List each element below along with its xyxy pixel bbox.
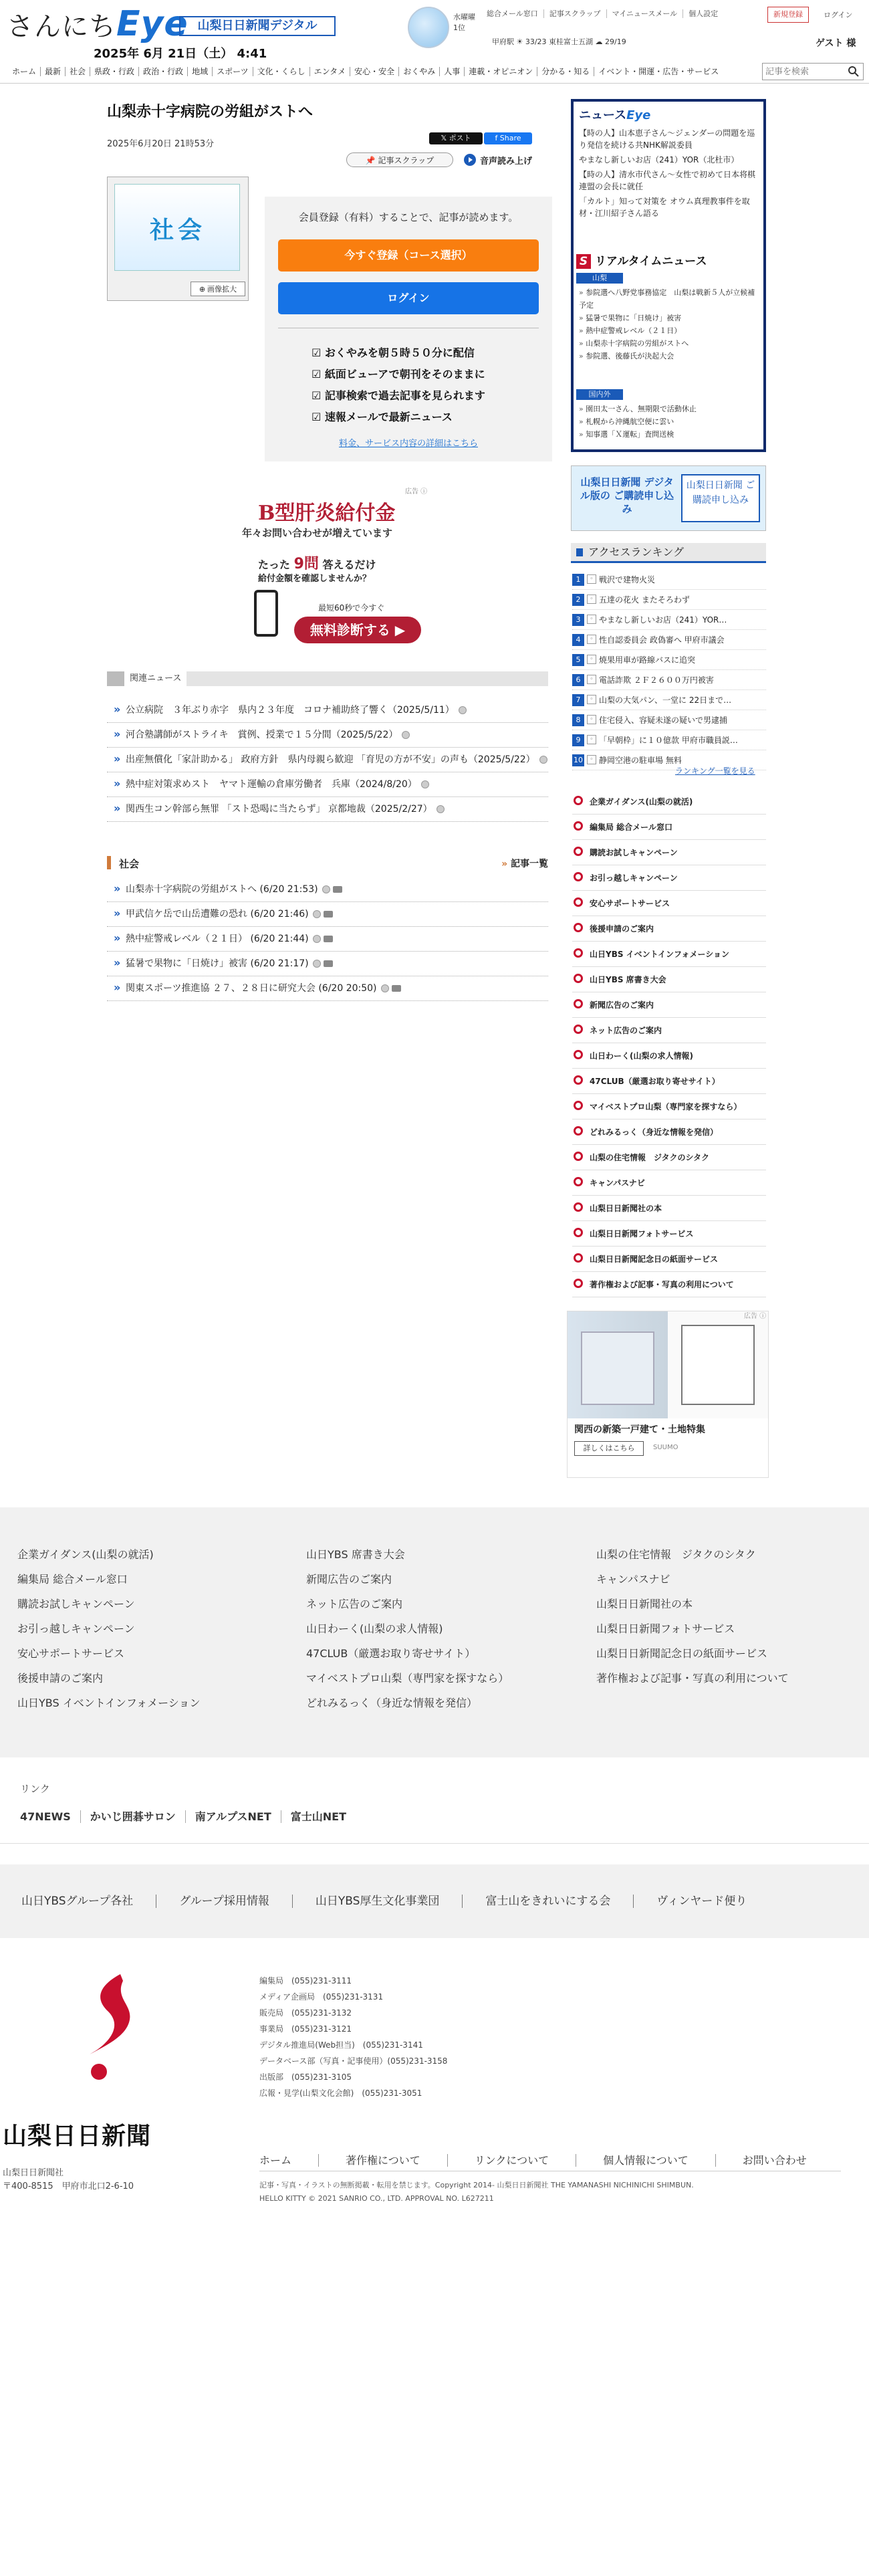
guest-label: ゲスト 様 [816, 38, 856, 49]
ranking-text: 住宅侵入、容疑未遂の疑いで男逮捕 [599, 716, 728, 725]
social-news-item[interactable] [107, 976, 548, 1001]
service-link[interactable]: 安心サポートサービス [572, 891, 766, 916]
rank-number: 8 [572, 714, 584, 726]
category-image-frame [114, 184, 240, 271]
marker-icon [322, 885, 330, 893]
footer-column [596, 1542, 789, 1691]
ranking-list [572, 570, 766, 770]
service-link[interactable]: 山梨の住宅情報 ジタクのシタク [572, 1145, 766, 1170]
group-link[interactable]: 山日YBSグループ各社 [21, 1895, 134, 1908]
social-news-item[interactable] [107, 927, 548, 952]
ad-house-brand: SUUMO [653, 1444, 678, 1451]
subscription-banner[interactable] [571, 465, 766, 531]
header-divider [0, 83, 869, 84]
related-news-item[interactable] [107, 748, 548, 772]
benefit-list [312, 342, 512, 428]
nav-item[interactable]: 地域 [188, 67, 213, 76]
group-link[interactable]: 山日YBS厚生文化事業団 [292, 1895, 463, 1908]
audio-read-button[interactable] [464, 152, 544, 167]
benefit-item: ☑ おくやみを朝５時５０分に配信 [312, 342, 512, 364]
service-link[interactable]: 新聞広告のご案内 [572, 992, 766, 1018]
camera-icon [392, 985, 401, 992]
rank-number: 4 [572, 634, 584, 646]
house-illustration [581, 1331, 654, 1405]
footer-link[interactable]: キャンパスナビ [596, 1573, 670, 1586]
floorplan-illustration [681, 1325, 755, 1405]
zoom-label: 画像拡大 [207, 285, 237, 294]
brand-name: 山梨日日新聞 [3, 2122, 152, 2150]
rank-number: 6 [572, 674, 584, 686]
footer-link[interactable]: 山梨の住宅情報 ジタクのシタク [596, 1548, 756, 1561]
service-link[interactable]: 著作権および記事・写真の利用について [572, 1272, 766, 1297]
related-marker-icon [421, 780, 429, 788]
util-link[interactable]: 記事スクラップ [544, 9, 607, 18]
local-news-item[interactable]: » 山梨赤十字病院の労組がストへ [579, 337, 761, 350]
ranking-more-link[interactable]: ランキング一覧を見る [675, 766, 755, 776]
related-news-text: 関西生コン幹部ら無罪 「スト恐喝に当たらず」 京都地裁（2025/2/27） [126, 804, 432, 815]
subscribe-button[interactable]: 今すぐ登録（コース選択） [278, 239, 539, 272]
footer-nav-link[interactable]: 個人情報について [576, 2154, 715, 2167]
footer-link[interactable]: 著作権および記事・写真の利用について [596, 1672, 789, 1685]
copyright-line: HELLO KITTY © 2021 SANRIO CO., LTD. APPROVAL NO. L627211 [259, 2194, 494, 2203]
brand-footer [0, 1938, 869, 2219]
ad-check: 給付金額を確認しませんか？ [258, 574, 372, 584]
header-date: 2025年 6月 21日（土） 4:41 [94, 47, 267, 61]
login-link[interactable]: ログイン [824, 11, 853, 19]
nav-item[interactable]: おくやみ [399, 67, 440, 76]
local-news-item[interactable]: » 猛暑で果物に「日焼け」被害 [579, 312, 761, 324]
news-eye-title-eye: Eye [626, 108, 651, 122]
local-news-list [579, 286, 761, 362]
ranking-item[interactable] [572, 590, 766, 610]
social-news-item[interactable] [107, 902, 548, 927]
related-marker-icon [539, 756, 547, 764]
ranking-item[interactable] [572, 690, 766, 710]
footer-link[interactable]: 山梨日日新聞記念日の紙面サービス [596, 1647, 768, 1660]
facebook-share-button[interactable]: f Share [484, 132, 532, 144]
ad-house-tag[interactable]: 広告 ⓘ [744, 1313, 767, 1320]
benefit-item: ☑ 記事検索で過去記事を見られます [312, 385, 512, 407]
ranking-item[interactable] [572, 630, 766, 650]
audio-label: 音声読み上げ [480, 156, 533, 167]
rank-trend-icon: ◦ [587, 595, 596, 604]
footer-nav-link[interactable]: ホーム [259, 2154, 292, 2167]
related-news-item[interactable] [107, 723, 548, 748]
service-link[interactable]: 山梨日日新聞フォトサービス [572, 1221, 766, 1247]
tag-local: 山梨 [576, 273, 623, 284]
news-eye-title-pre: ニュース [579, 108, 627, 122]
news-eye-item[interactable]: 「カルト」知って対策を オウム真理教事件を取材・江川紹子さん語る [579, 197, 750, 218]
local-news-item[interactable]: » 参院選へ八野党事務協定 山梨は戦新５人が立候補予定 [579, 286, 761, 312]
rank-trend-icon: ◦ [587, 755, 596, 764]
footer-nav-link[interactable]: リンクについて [447, 2154, 576, 2167]
util-link[interactable]: 総合メール窓口 [481, 9, 544, 18]
contact-list [259, 1973, 447, 2101]
ranking-item[interactable] [572, 610, 766, 630]
ad-subtitle: 年々お問い合わせが増えています [242, 527, 393, 539]
news-eye-list [579, 126, 761, 221]
footer-link[interactable]: お引っ越しキャンペーン [17, 1622, 135, 1635]
ranking-text: 焼果用車が路線バスに追突 [599, 655, 696, 665]
footer-link[interactable]: 新聞広告のご案内 [306, 1573, 392, 1586]
footer-column [306, 1542, 509, 1715]
zoom-button[interactable] [191, 282, 245, 296]
related-bar [107, 671, 124, 686]
ranking-item[interactable] [572, 730, 766, 750]
address-line: 〒400-8515 甲府市北口2-6-10 [3, 2181, 134, 2191]
marker-icon [381, 984, 389, 992]
benefit-item: ☑ 速報メールで最新ニュース [312, 407, 512, 428]
footer-column [17, 1542, 200, 1715]
register-button[interactable]: 新規登録 [767, 7, 809, 23]
footer-link[interactable]: 購読お試しキャンペーン [17, 1598, 135, 1610]
contact-line: 出版部 (055)231-3105 [259, 2072, 352, 2082]
footer-service-links [0, 1507, 869, 1757]
service-link[interactable]: どれみるっく（身近な情報を発信） [572, 1119, 766, 1145]
external-link[interactable]: 南アルプスNET [185, 1810, 281, 1823]
nav-item[interactable]: 分かる・知る [537, 67, 594, 76]
play-icon [464, 154, 476, 166]
service-link[interactable]: 企業ガイダンス(山梨の就活) [572, 789, 766, 815]
weather-forecast: 甲府駅 ☀ 33/23 東桂富士五湖 ☁ 29/19 [492, 37, 626, 46]
national-news-item[interactable]: » 札幌から沖縄航空便に雲い [579, 415, 761, 428]
address-line: 山梨日日新聞社 [3, 2168, 64, 2178]
rank-number: 5 [572, 654, 584, 666]
news-eye-box [571, 99, 766, 452]
related-news-text: 熱中症対策求めスト ヤマト運輸の倉庫労働者 兵庫（2024/8/20） [126, 779, 417, 790]
paywall-box [265, 197, 552, 461]
rank-trend-icon: ◦ [587, 574, 596, 584]
footer-link[interactable]: 山梨日日新聞フォトサービス [596, 1622, 735, 1635]
ranking-header: アクセスランキング [571, 543, 766, 563]
global-nav [7, 66, 757, 80]
social-news-text: 関東スポーツ推進協 ２７、２８日に研究大会 (6/20 20:50) [126, 983, 377, 994]
rank-number: 2 [572, 594, 584, 606]
phone-icon [254, 590, 278, 637]
social-news-text: 熱中症警戒レベル（２１日） (6/20 21:44) [126, 934, 309, 944]
nav-item[interactable]: エンタメ [310, 67, 351, 76]
weather-summary [453, 12, 475, 33]
search-icon[interactable] [847, 65, 860, 78]
sidebar-service-links [572, 789, 766, 1297]
related-news-item[interactable] [107, 698, 548, 723]
contact-line: データベース部（写真・記事使用）(055)231-3158 [259, 2056, 448, 2066]
external-link[interactable]: 富士山NET [281, 1810, 356, 1823]
rank-trend-icon: ◦ [587, 655, 596, 664]
footer-nav-link[interactable]: お問い合わせ [715, 2154, 834, 2167]
service-link[interactable]: お引っ越しキャンペーン [572, 865, 766, 891]
logo-prefix: さんにち [7, 11, 116, 42]
social-section-header [107, 855, 548, 871]
ad-house-image [568, 1311, 768, 1418]
brand-mark-icon [74, 1971, 143, 2085]
rank-trend-icon: ◦ [587, 675, 596, 684]
ranking-text: 「早朝枠」に１０億款 甲府市職員説… [599, 736, 738, 745]
service-link[interactable]: 購読お試しキャンペーン [572, 840, 766, 865]
news-eye-item[interactable]: やまなし新しいお店（241）YOR（北杜市） [579, 155, 739, 165]
footer-link[interactable]: 企業ガイダンス(山梨の就活) [17, 1548, 154, 1561]
related-heading: 関連ニュース [124, 671, 187, 686]
news-eye-item[interactable]: 【時の人】清水市代さん～女性で初めて日本将棋連盟の会長に就任 [579, 170, 756, 191]
local-news-item[interactable]: » 熱中症警戒レベル（２１日） [579, 324, 761, 337]
related-marker-icon [402, 731, 410, 739]
copyright-line: 記事・写真・イラストの無断掲載・転用を禁じます。Copyright 2014- 山梨日日新聞社 THE YAMANASHI NICHINICHI SHIMBUN. [259, 2181, 694, 2189]
footer-link[interactable]: ネット広告のご案内 [306, 1598, 403, 1610]
rank-number: 9 [572, 734, 584, 746]
contact-line: 広報・見学(山梨文化会館) (055)231-3051 [259, 2088, 422, 2098]
marker-icon [313, 910, 321, 918]
group-row [21, 1891, 769, 1908]
social-news-text: 猛暑で果物に「日焼け」被害 (6/20 21:17) [126, 958, 309, 969]
related-news-header [107, 671, 548, 686]
camera-icon [324, 960, 333, 967]
service-link[interactable]: ネット広告のご案内 [572, 1018, 766, 1043]
ad-hepatitis-b[interactable] [211, 483, 465, 654]
marker-icon [313, 935, 321, 943]
group-link[interactable]: ヴィンヤード便り [633, 1895, 769, 1908]
banner-print-text: 山梨日日新聞 ご購読申し込み [681, 474, 760, 522]
footer-link[interactable]: 47CLUB（厳選お取り寄せサイト） [306, 1647, 476, 1660]
nav-item[interactable]: 文化・くらし [253, 67, 310, 76]
ad-label[interactable]: 広告 ⓘ [405, 488, 428, 496]
footer-link[interactable]: マイベストプロ山梨（専門家を探すなら） [306, 1672, 509, 1685]
ranking-text: 五達の花火 またそろわず [599, 595, 690, 605]
social-news-item[interactable] [107, 952, 548, 976]
digital-badge[interactable]: 山梨日日新聞デジタル [179, 16, 336, 36]
group-link[interactable]: 富士山をきれいにする会 [462, 1895, 633, 1908]
ad-title: B型肝炎給付金 [258, 502, 396, 525]
search-box [762, 63, 864, 80]
x-post-button[interactable]: 𝕏 ポスト [429, 132, 483, 144]
ad-time-note: 最短60秒で今すぐ [318, 603, 385, 613]
social-news-text: 山梨赤十字病院の労組がストへ (6/20 21:53) [126, 884, 318, 895]
ad-quiz-pre: たった [258, 558, 294, 571]
link-divider [0, 1843, 869, 1844]
brand-address [3, 2167, 134, 2193]
group-link[interactable]: グループ採用情報 [156, 1895, 292, 1908]
ad-quiz-post: 答えるだけ [318, 558, 376, 571]
ranking-text: 静岡空港の駐車場 無料 [599, 756, 682, 765]
contact-line: デジタル推進局(Web担当) (055)231-3141 [259, 2040, 423, 2050]
copyright [259, 2179, 694, 2206]
service-link[interactable]: 山日YBS イベントインフォメーション [572, 942, 766, 967]
footer-link[interactable]: 山日YBS 席書き大会 [306, 1548, 405, 1561]
weather-value: 1位 [453, 23, 465, 32]
ranking-item[interactable] [572, 710, 766, 730]
ad-quiz [258, 552, 376, 573]
ranking-item[interactable] [572, 570, 766, 590]
social-heading: 社会 [119, 858, 140, 870]
related-news-text: 河合塾講師がストライキ 賞例、授業で１５分間（2025/5/22） [126, 730, 398, 740]
service-link[interactable]: 後援申請のご案内 [572, 916, 766, 942]
article-list-link[interactable]: » 記事一覧 [501, 857, 548, 870]
contact-line: 販売局 (055)231-3132 [259, 2008, 352, 2018]
realtime-news-title: S リアルタイムニュース [576, 251, 707, 269]
utility-links [481, 8, 723, 19]
national-news-item[interactable]: » 知事選「Ｘ運転」査問送検 [579, 428, 761, 441]
paywall-lead: 会員登録（有料）することで、記事が読めます。 [298, 211, 519, 223]
rank-trend-icon: ◦ [587, 735, 596, 744]
footer-link[interactable]: 後援申請のご案内 [17, 1672, 104, 1685]
util-link[interactable]: 個人設定 [689, 9, 719, 18]
ranking-text: 山梨の大気パン、一堂に 22日まで… [599, 695, 732, 705]
footer-link[interactable]: 編集局 総合メール窓口 [17, 1573, 128, 1586]
rank-number: 10 [572, 754, 584, 766]
social-bar [107, 856, 111, 869]
ad-quiz-num: 9問 [293, 556, 319, 572]
service-link[interactable]: 山梨日日新聞社の本 [572, 1196, 766, 1221]
footer-link[interactable]: どれみるっく（身近な情報を発信） [306, 1697, 478, 1709]
ranking-text: 電話詐欺 ２Ｆ２６００万円被害 [599, 675, 714, 685]
social-news-item[interactable] [107, 877, 548, 902]
rank-trend-icon: ◦ [587, 695, 596, 704]
group-nav [0, 1864, 869, 1938]
rank-trend-icon: ◦ [587, 715, 596, 724]
national-news-item[interactable]: » 園田太一さん、無期限で活動休止 [579, 403, 761, 415]
related-news-item[interactable] [107, 772, 548, 797]
contact-line: 編集局 (055)231-3111 [259, 1976, 352, 1985]
ranking-text: 戦沢で建物火災 [599, 575, 656, 584]
service-link[interactable]: 山日わーく(山梨の求人情報) [572, 1043, 766, 1069]
service-link[interactable]: 山梨日日新聞記念日の紙面サービス [572, 1247, 766, 1272]
ad-house-caption: 関西の新築一戸建て・土地特集 [574, 1424, 705, 1435]
logo-eye: Eye [116, 4, 189, 44]
camera-icon [324, 911, 333, 918]
service-link[interactable]: マイベストプロ山梨（専門家を探すなら） [572, 1094, 766, 1119]
nav-item[interactable]: 人事 [440, 67, 465, 76]
ranking-item[interactable] [572, 670, 766, 690]
local-news-item[interactable]: » 参院選、後藤氏が決起大会 [579, 350, 761, 362]
article-title: 山梨赤十字病院の労組がストへ [107, 104, 314, 120]
util-link[interactable]: マイニュースメール [607, 9, 684, 18]
social-news-list [107, 877, 548, 1001]
news-eye-item[interactable]: 【時の人】山本恵子さん～ジェンダーの問題を巡り発信を続ける共NHK解説委員 [579, 128, 755, 150]
contact-line: メディア企画局 (055)231-3131 [259, 1992, 384, 2002]
nav-item[interactable]: イベント・開運・広告・サービス [598, 67, 719, 76]
service-link[interactable]: 編集局 総合メール窓口 [572, 815, 766, 840]
camera-icon [333, 886, 342, 893]
contact-line: 事業局 (055)231-3121 [259, 2024, 352, 2034]
nav-item[interactable]: 社会 [66, 67, 90, 76]
ad-cta-button[interactable]: 無料診断する ▶ [294, 617, 421, 643]
news-eye-title [579, 106, 650, 123]
benefit-item: ☑ 紙面ビューアで朝刊をそのままに [312, 364, 512, 385]
link-heading: リンク [20, 1783, 50, 1795]
rank-number: 1 [572, 574, 584, 586]
nav-item[interactable]: 県政・行政 [90, 67, 139, 76]
ad-house[interactable] [567, 1311, 769, 1478]
social-news-text: 甲武信ケ岳で山岳遭難の恐れ (6/20 21:46) [126, 909, 309, 920]
related-marker-icon [459, 706, 467, 714]
category-word: 社会 [149, 217, 206, 244]
scrap-button[interactable]: 📌 記事スクラップ [346, 152, 453, 167]
banner-digital-text: 山梨日日新聞 デジタル版の ご購読申し込み [580, 476, 674, 515]
footer-nav-link[interactable]: 著作権について [318, 2154, 447, 2167]
plan-details-link[interactable]: 料金、サービス内容の詳細はこちら [338, 439, 478, 449]
ranking-text: やまなし新しいお店（241）YOR… [599, 615, 727, 625]
footer-nav [259, 2152, 834, 2167]
nav-item[interactable]: 連載・オピニオン [465, 67, 537, 76]
rank-trend-icon: ◦ [587, 635, 596, 644]
nav-item[interactable]: 最新 [41, 67, 66, 76]
related-news-text: 公立病院 ３年ぶり赤字 県内２３年度 コロナ補助終了響く（2025/5/11） [126, 705, 455, 716]
site-logo[interactable] [7, 4, 189, 44]
nav-item[interactable]: 政治・行政 [139, 67, 188, 76]
marker-icon [313, 960, 321, 968]
weather-label: 水曜曜 [453, 13, 475, 21]
external-link[interactable]: かいじ囲碁サロン [80, 1810, 185, 1823]
article-date: 2025年6月20日 21時53分 [107, 139, 215, 149]
service-link[interactable]: 山日YBS 席書き大会 [572, 967, 766, 992]
link-row [20, 1808, 356, 1824]
camera-icon [324, 936, 333, 942]
footer-link[interactable]: 山日わーく(山梨の求人情報) [306, 1622, 443, 1635]
service-link[interactable]: キャンパスナビ [572, 1170, 766, 1196]
tag-national: 国内外 [576, 389, 623, 400]
nav-item[interactable]: 安心・安全 [350, 67, 399, 76]
external-link[interactable]: 47NEWS [20, 1810, 71, 1823]
related-marker-icon [437, 805, 445, 813]
footer-link[interactable]: 山梨日日新聞社の本 [596, 1598, 693, 1610]
footer-link[interactable]: 山日YBS イベントインフォメーション [17, 1697, 201, 1709]
category-image[interactable] [107, 177, 249, 301]
search-input[interactable] [763, 64, 847, 79]
ad-house-button[interactable]: 詳しくはこちら [574, 1441, 644, 1456]
nav-item[interactable]: ホーム [7, 67, 41, 76]
zoom-icon: ⊕ [199, 284, 206, 294]
paywall-login-button[interactable]: ログイン [278, 282, 539, 314]
nav-item[interactable]: スポーツ [213, 67, 253, 76]
national-news-list [579, 403, 761, 441]
related-news-item[interactable] [107, 797, 548, 822]
rank-trend-icon: ◦ [587, 615, 596, 624]
weather-icon[interactable] [408, 7, 449, 48]
ranking-item[interactable] [572, 650, 766, 670]
service-link[interactable]: 47CLUB（厳選お取り寄せサイト） [572, 1069, 766, 1094]
related-news-text: 出産無償化「家計助かる」 政府方針 県内母親ら歓迎 「育児の方が不安」の声も（2025/5/22） [126, 754, 535, 765]
footer-link[interactable]: 安心サポートサービス [17, 1647, 125, 1660]
rank-number: 7 [572, 694, 584, 706]
ranking-text: 性自認委員会 政偽審へ 甲府市議会 [599, 635, 725, 645]
rank-number: 3 [572, 614, 584, 626]
related-news-list [107, 698, 548, 822]
